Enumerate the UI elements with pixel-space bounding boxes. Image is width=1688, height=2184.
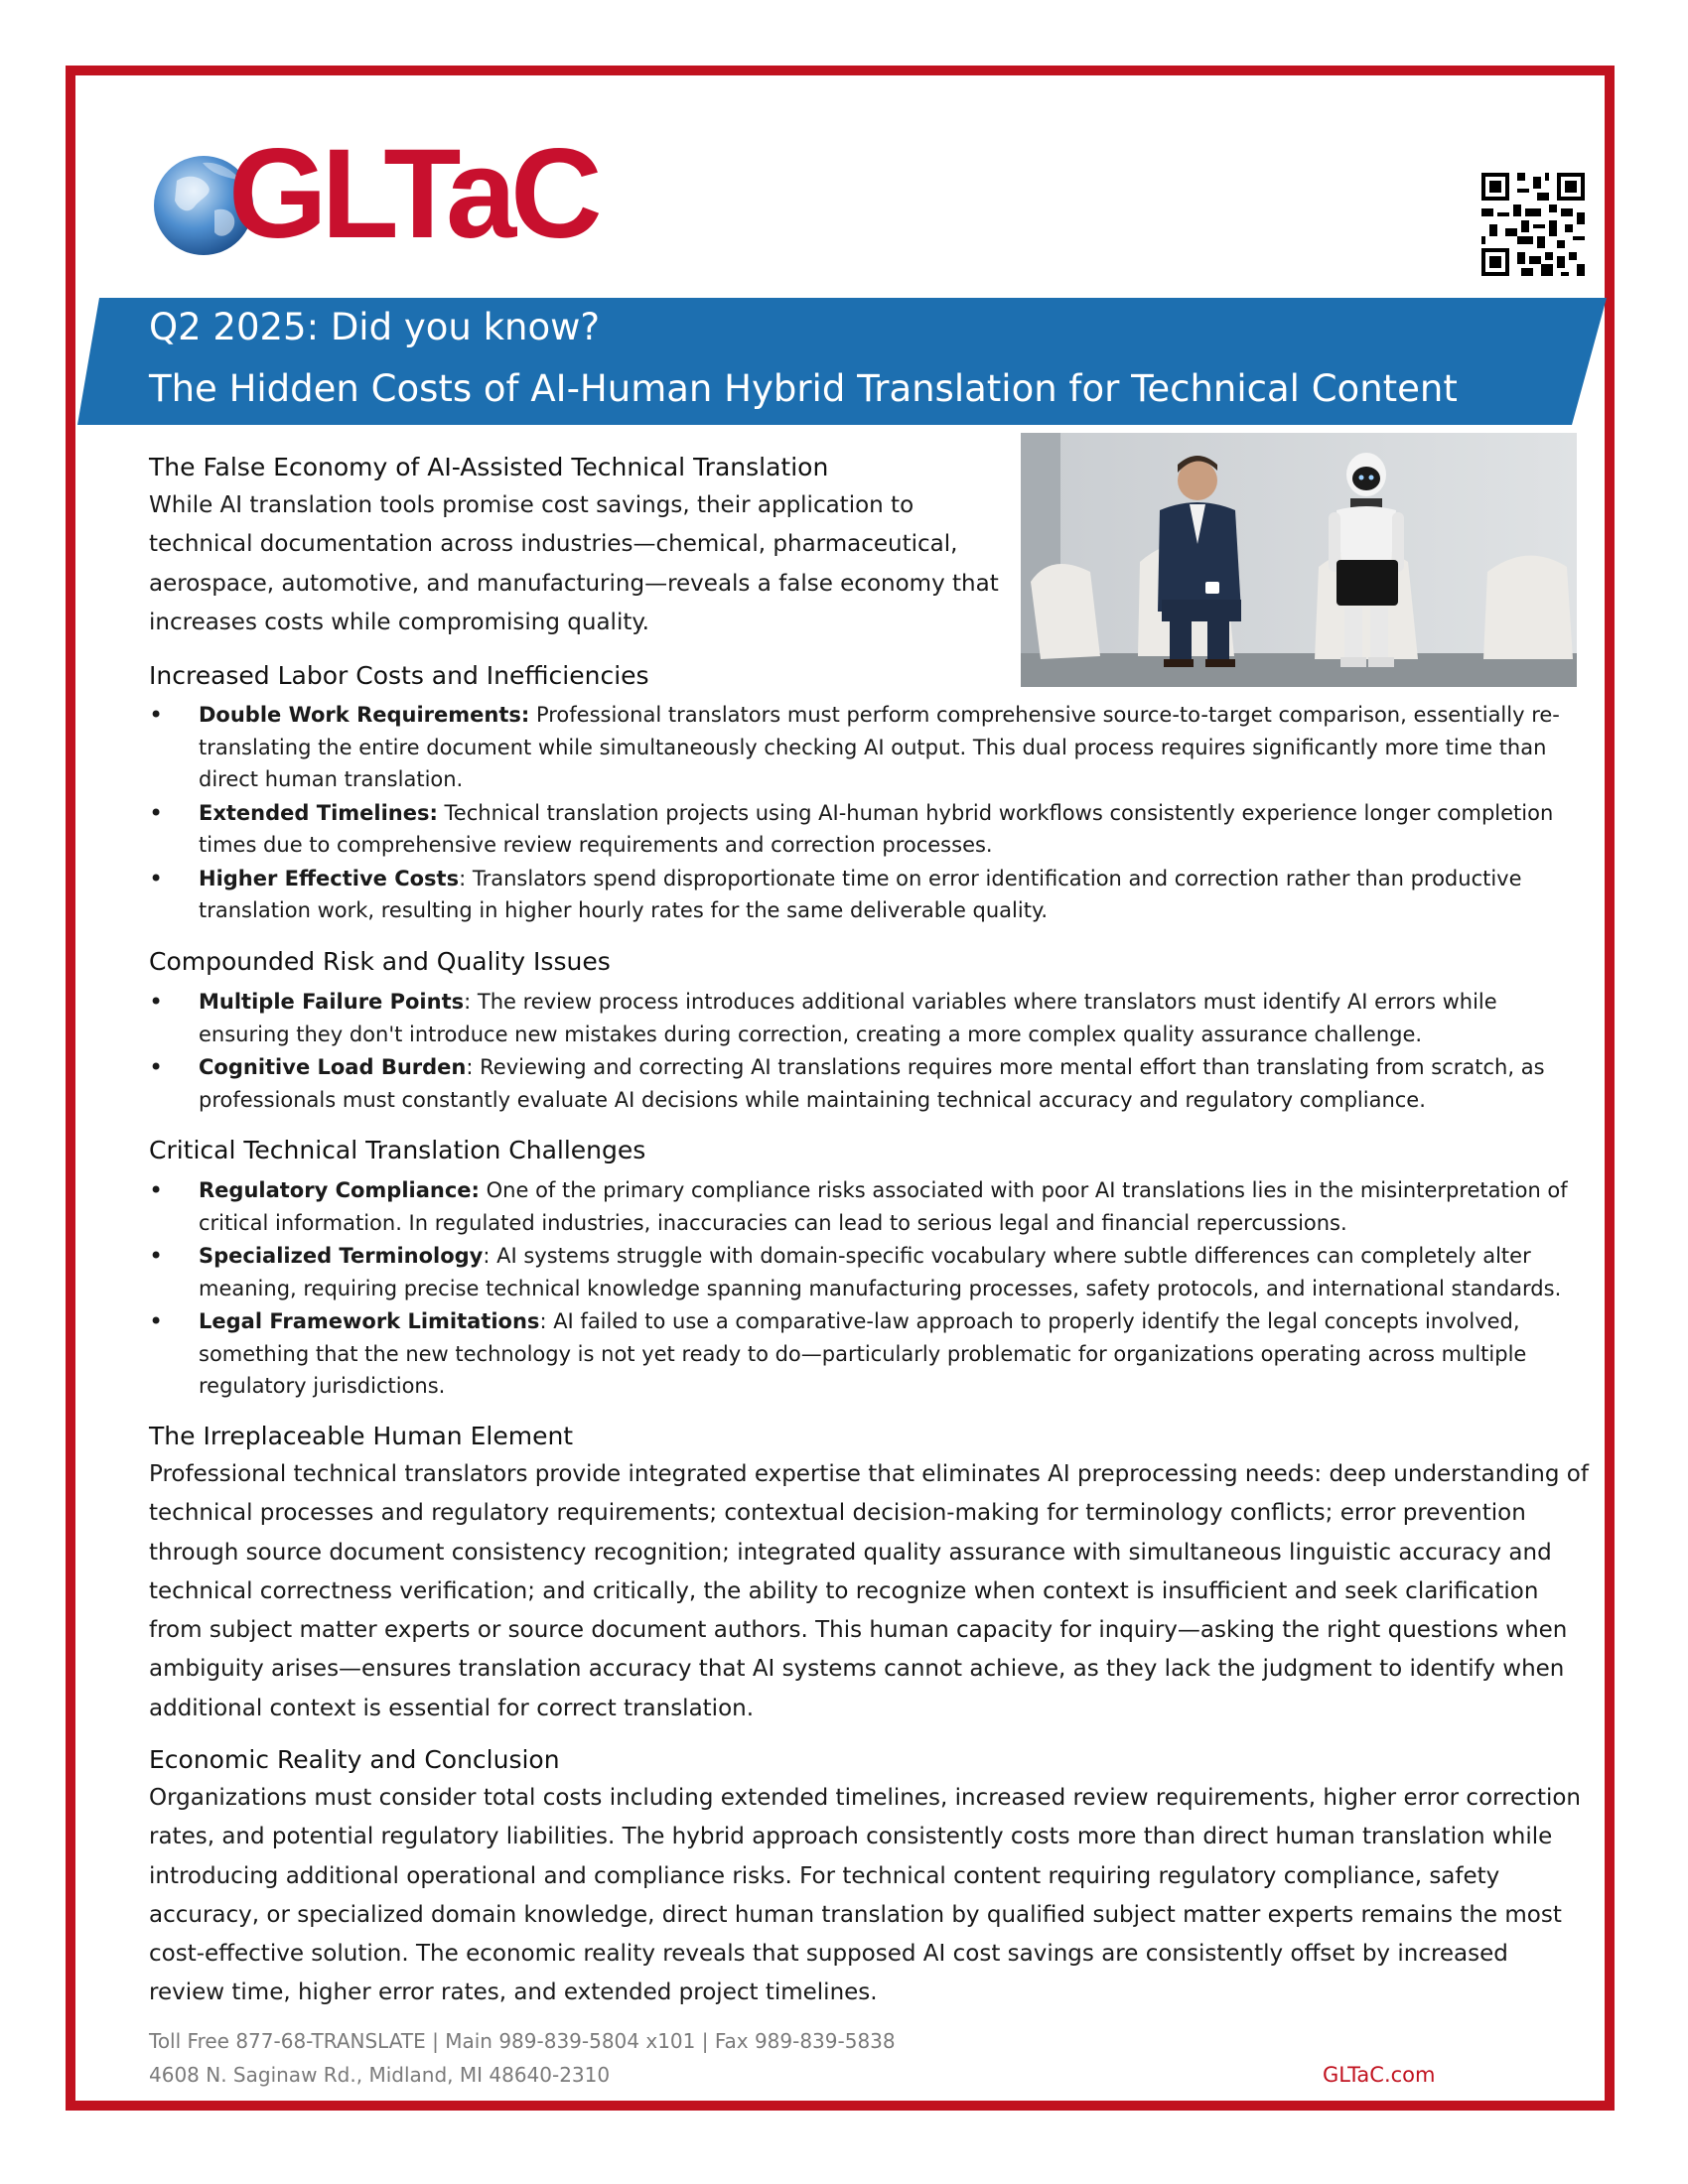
footer-address: 4608 N. Saginaw Rd., Midland, MI 48640-2310 <box>149 2063 611 2087</box>
list-item: • Higher Effective Costs: Translators spend disproportionate time on error identification and correction rather than productive translation work, resulting in higher hourly rates for the same deliverable quality. <box>149 863 1589 927</box>
technical-challenges-list <box>149 1174 1589 1404</box>
footer-contact: Toll Free 877-68-TRANSLATE | Main 989-839-5804 x101 | Fax 989-839-5838 <box>149 2029 896 2053</box>
businessman-and-robot-photo <box>1021 433 1577 687</box>
list-item: • Double Work Requirements: Professional translators must perform comprehensive source-to-target comparison, essentially re-translating the entire document while simultaneously checking AI output. This dual process requires significantly more time than direct human translation. <box>149 699 1589 796</box>
title-banner <box>77 298 1607 425</box>
heading-conclusion: Economic Reality and Conclusion <box>149 1745 560 1774</box>
false-economy-body: While AI translation tools promise cost savings, their application to technical documentation across industries—chemical, pharmaceutical, aerospace, automotive, and manufacturing—reveals a false economy that increases costs while compromising quality. <box>149 492 999 635</box>
list-item: • Specialized Terminology: AI systems struggle with domain-specific vocabulary where subtle differences can completely alter meaning, requiring precise technical knowledge spanning manufacturing processes, safety protocols, and international standards. <box>149 1240 1589 1304</box>
heading-risk-quality: Compounded Risk and Quality Issues <box>149 947 611 976</box>
heading-labor-costs: Increased Labor Costs and Inefficiencies <box>149 661 649 690</box>
qr-code-icon <box>1481 173 1585 276</box>
list-item: • Multiple Failure Points: The review process introduces additional variables where translators must identify AI errors while ensuring they don't introduce new mistakes during correction, creating a more complex quality assurance challenge. <box>149 986 1589 1050</box>
list-item: • Cognitive Load Burden: Reviewing and correcting AI translations requires more mental effort than translating from scratch, as professionals must constantly evaluate AI decisions while maintaining technical accuracy and regulatory compliance. <box>149 1051 1589 1116</box>
risk-quality-list <box>149 986 1589 1117</box>
issue-title: Q2 2025: Did you know? <box>149 306 600 348</box>
gltac-logo <box>149 123 597 265</box>
heading-false-economy: The False Economy of AI-Assisted Technical Translation <box>149 453 829 481</box>
list-item: • Legal Framework Limitations: AI failed to use a comparative-law approach to properly identify the legal concepts involved, something that the new technology is not yet ready to do—particularly problematic for organizations operating across multiple regulatory jurisdictions. <box>149 1305 1589 1403</box>
conclusion-body: Organizations must consider total costs including extended timelines, increased review requirements, higher error correction rates, and potential regulatory liabilities. The hybrid approach consistently costs more than direct human translation while introducing additional operational and compliance risks. For technical content requiring regulatory compliance, safety accuracy, or specialized domain knowledge, direct human translation by qualified subject matter experts remains the most cost-effective solution. The economic reality reveals that supposed AI cost savings are consistently offset by increased review time, higher error rates, and extended project timelines. <box>149 1785 1582 2006</box>
human-element-body: Professional technical translators provide integrated expertise that eliminates AI preprocessing needs: deep understanding of technical processes and regulatory requirements; contextual decision-making for terminology conflicts; error prevention through source document consistency recognition; integrated quality assurance with simultaneous linguistic accuracy and technical correctness verification; and critically, the ability to recognize when context is insufficient and seek clarification from subject matter experts or source document authors. This human capacity for inquiry—asking the right questions when ambiguity arises—ensures translation accuracy that AI systems cannot achieve, as they lack the judgment to identify when additional context is essential for correct translation. <box>149 1461 1589 1721</box>
list-item: • Regulatory Compliance: One of the primary compliance risks associated with poor AI translations lies in the misinterpretation of critical information. In regulated industries, inaccuracies can lead to serious legal and financial repercussions. <box>149 1174 1589 1239</box>
page-title: The Hidden Costs of AI-Human Hybrid Translation for Technical Content <box>149 367 1458 410</box>
labor-costs-list <box>149 699 1589 928</box>
heading-human-element: The Irreplaceable Human Element <box>149 1422 574 1450</box>
website-link[interactable]: GLTaC.com <box>1323 2063 1436 2087</box>
logo-wordmark: GLTaC <box>228 123 597 265</box>
list-item: • Extended Timelines: Technical translation projects using AI-human hybrid workflows consistently experience longer completion times due to comprehensive review requirements and correction processes. <box>149 797 1589 862</box>
heading-technical-challenges: Critical Technical Translation Challenges <box>149 1136 646 1164</box>
